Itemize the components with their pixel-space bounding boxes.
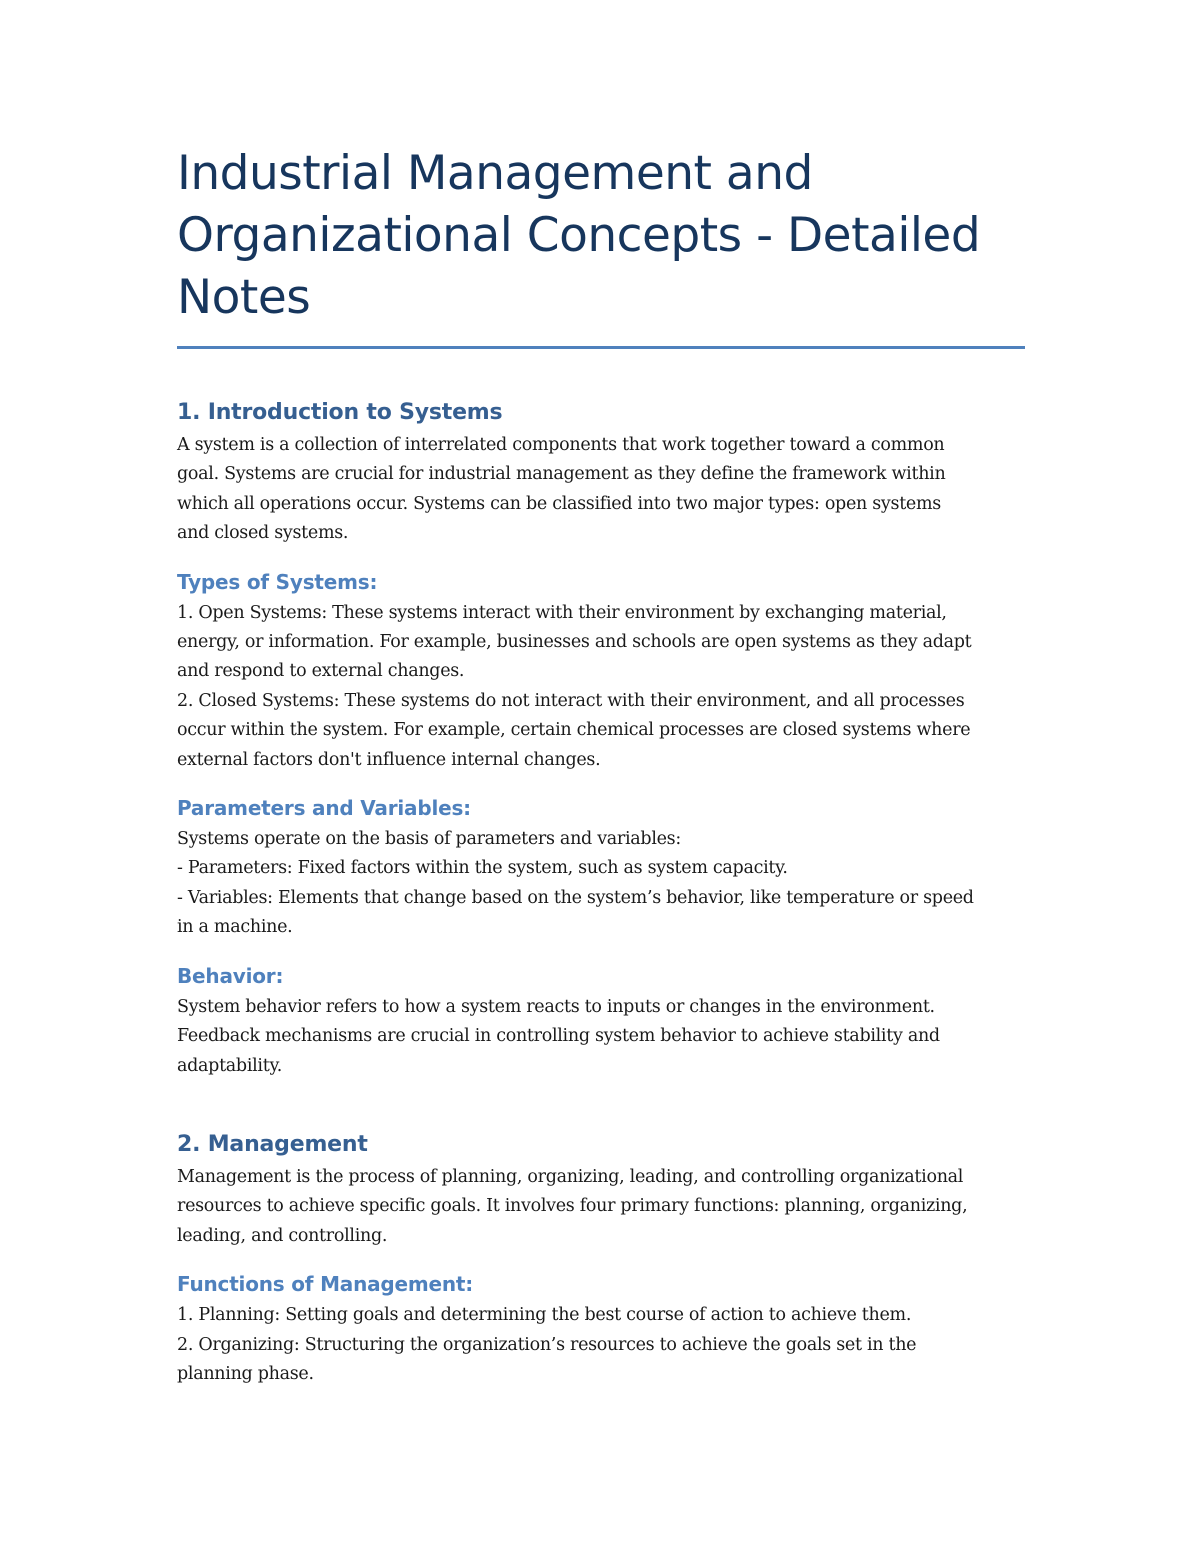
text-line: - Variables: Elements that change based on the system’s behavior, like temperature or speed [177,887,974,908]
text-line: 2. Closed Systems: These systems do not interact with their environment, and all processes [177,690,965,711]
text-line: System behavior refers to how a system reacts to inputs or changes in the environment. [177,996,935,1017]
functions-paragraph [177,1301,1025,1389]
text-line: 1. Open Systems: These systems interact with their environment by exchanging material, [177,602,947,623]
text-line: energy, or information. For example, businesses and schools are open systems as they adapt [177,632,972,653]
text-line: goal. Systems are crucial for industrial management as they define the framework within [177,464,946,485]
text-line: in a machine. [177,917,293,938]
text-line: leading, and controlling. [177,1225,388,1246]
text-line: planning phase. [177,1363,314,1384]
title-divider [177,346,1025,349]
text-line: - Parameters: Fixed factors within the system, such as system capacity. [177,858,788,879]
behavior-paragraph [177,993,1025,1081]
text-line: and respond to external changes. [177,661,465,682]
types-of-systems-paragraph [177,599,1025,775]
text-line: and closed systems. [177,523,349,544]
title-line: Notes [177,270,311,325]
text-line: Management is the process of planning, organizing, leading, and controlling organizational [177,1166,964,1187]
title-line: Industrial Management and [177,146,813,201]
text-line: external factors don't influence internal changes. [177,749,601,770]
introduction-paragraph [177,431,1025,549]
subheading-functions-of-management: Functions of Management: [177,1272,474,1297]
section-heading-introduction: 1. Introduction to Systems [177,400,503,425]
text-line: A system is a collection of interrelated components that work together toward a common [177,435,945,455]
text-line: 1. Planning: Setting goals and determining the best course of action to achieve them. [177,1305,912,1326]
subheading-parameters-and-variables: Parameters and Variables: [177,796,471,821]
management-paragraph [177,1163,1025,1251]
document-content [177,143,1025,1389]
section-heading-management: 2. Management [177,1131,368,1157]
parameters-paragraph [177,825,1025,943]
text-line: which all operations occur. Systems can be classified into two major types: open systems [177,493,941,514]
text-line: occur within the system. For example, certain chemical processes are closed systems where [177,720,971,741]
text-line: adaptability. [177,1055,282,1076]
subheading-behavior: Behavior: [177,963,284,988]
text-line: 2. Organizing: Structuring the organization’s resources to achieve the goals set in the [177,1334,917,1355]
text-line: Systems operate on the basis of parameters and variables: [177,829,681,850]
document-title [177,143,1025,329]
text-line: Feedback mechanisms are crucial in controlling system behavior to achieve stability and [177,1026,940,1047]
text-line: resources to achieve specific goals. It involves four primary functions: planning, organizing, [177,1196,968,1217]
subheading-types-of-systems: Types of Systems: [177,569,378,594]
title-line: Organizational Concepts - Detailed [177,208,981,263]
